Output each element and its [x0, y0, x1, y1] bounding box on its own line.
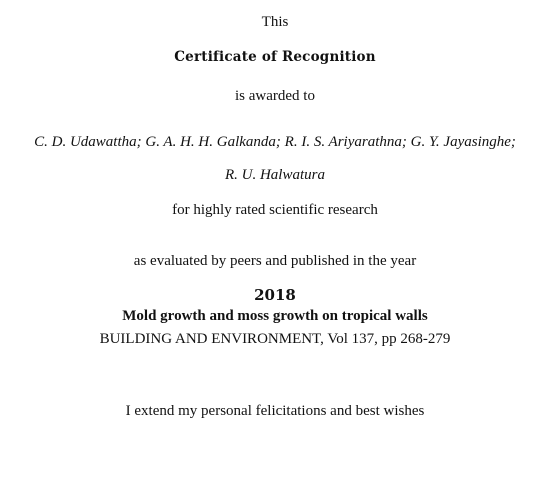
- journal-citation: BUILDING AND ENVIRONMENT, Vol 137, pp 268-279: [99, 331, 451, 347]
- evaluation-text: as evaluated by peers and published in the year: [133, 253, 417, 269]
- awarded-to-text: is awarded to: [235, 88, 315, 104]
- closing-text: I extend my personal felicitations and best wishes: [125, 403, 425, 419]
- paper-title: Mold growth and moss growth on tropical walls: [122, 308, 428, 324]
- reason-text: for highly rated scientific research: [172, 202, 378, 218]
- intro-text: This: [261, 14, 289, 30]
- publication-year: 2018: [254, 286, 296, 304]
- certificate-heading: Certificate of Recognition: [174, 49, 376, 65]
- authors-line-2: R. U. Halwatura: [224, 167, 325, 183]
- authors-line-1: C. D. Udawattha; G. A. H. H. Galkanda; R. I. S. Ariyarathna; G. Y. Jayasinghe;: [34, 134, 516, 150]
